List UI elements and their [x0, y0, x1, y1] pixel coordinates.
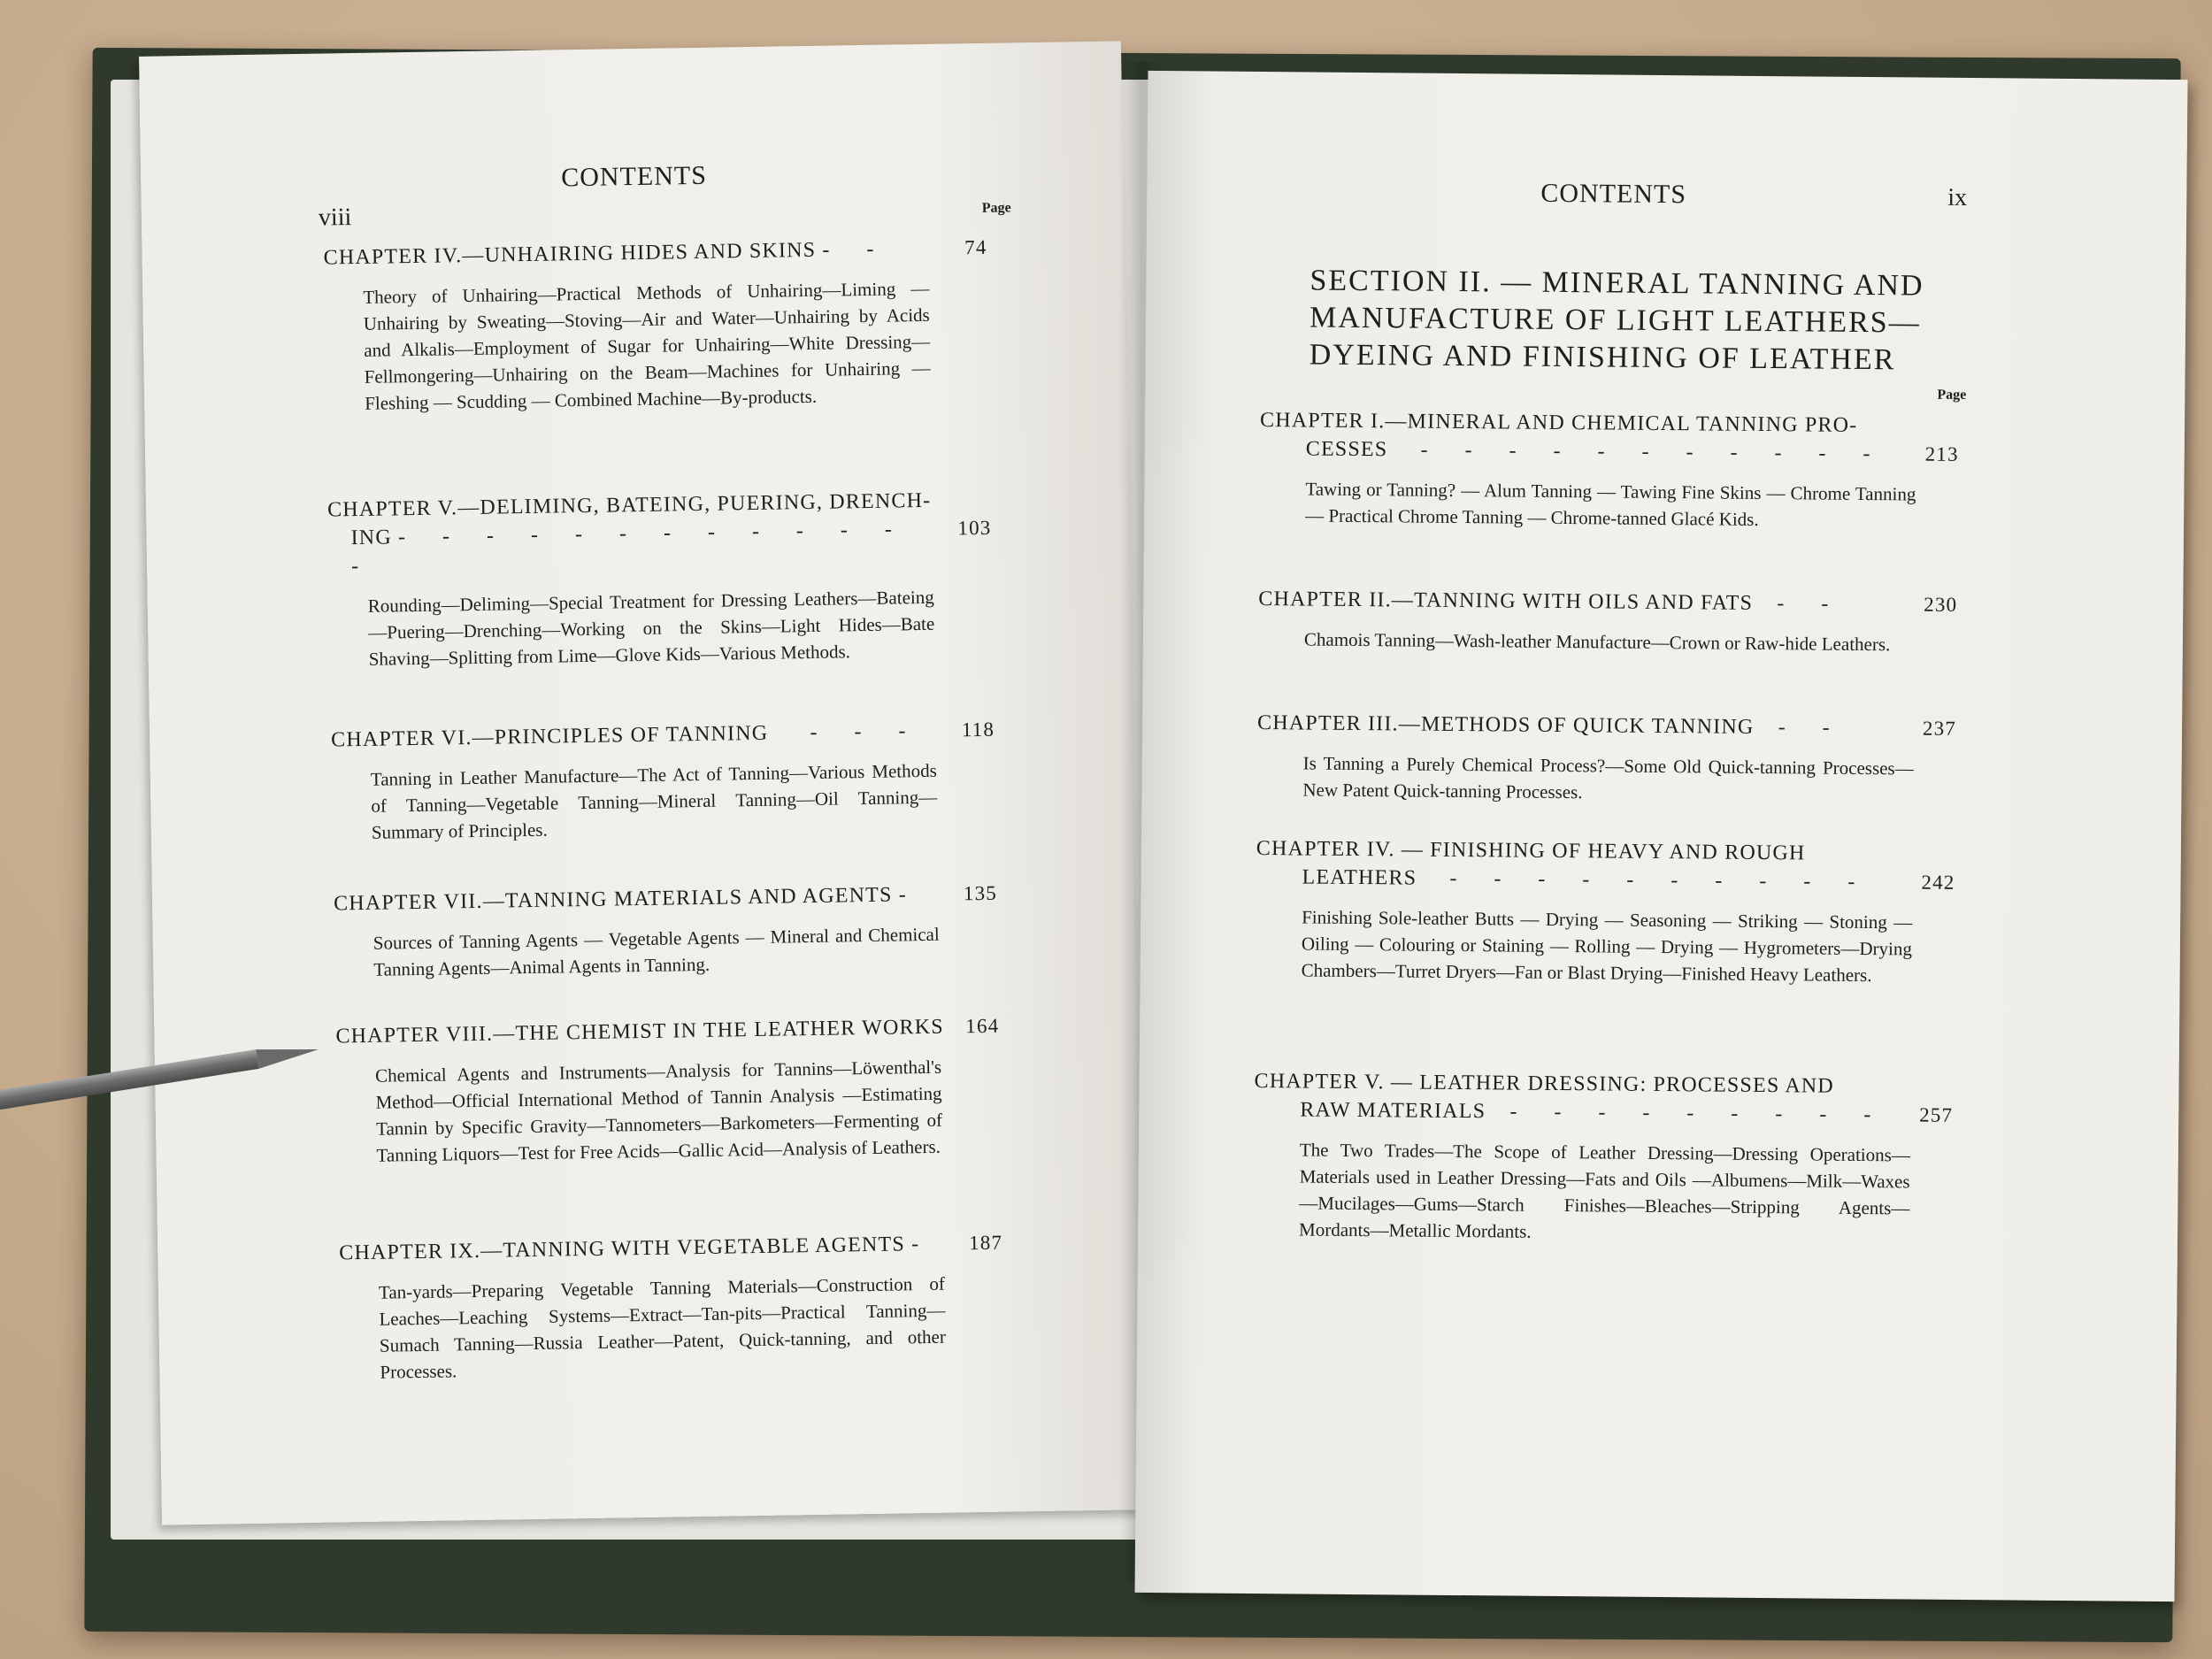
chapter-heading	[330, 717, 995, 755]
dot-leader: - - -	[810, 719, 922, 744]
chapter-page-number: 242	[1921, 871, 1955, 894]
toc-entry[interactable]	[1259, 406, 1959, 534]
chapter-title: CHAPTER VIII.—THE CHEMIST IN THE LEATHER WORKS	[335, 1015, 944, 1048]
chapter-heading	[339, 1229, 1003, 1267]
chapter-title: CHAPTER IV.—UNHAIRING HIDES AND SKINS	[323, 238, 817, 270]
toc-entry[interactable]	[339, 1229, 1003, 1386]
chapter-title: CHAPTER IX.—TANNING WITH VEGETABLE AGENTS	[339, 1233, 906, 1265]
left-page	[139, 41, 1144, 1525]
chapter-heading	[1256, 834, 1955, 896]
chapter-title-continued: ING	[350, 526, 393, 550]
chapter-description: The Two Trades—The Scope of Leather Dressing—Dressing Operations—Materials used in Leather Dressing—Fats and Oils —Albumens—Milk—Waxes—Mucilages—Gums—Starch Finishes—Bleaches—Stripping Agents—Mordants—Metallic Mordants.	[1299, 1139, 1910, 1242]
toc-entry[interactable]	[1256, 709, 1957, 808]
chapter-heading	[1254, 1067, 1954, 1129]
dot-leader: - -	[1777, 592, 1845, 616]
chapter-page-number: 230	[1924, 593, 1958, 616]
chapter-title-continued: CESSES	[1305, 437, 1388, 462]
chapter-heading	[335, 1012, 1000, 1050]
dot-leader: -	[910, 1232, 935, 1256]
chapter-description: Chemical Agents and Instruments—Analysis for Tannins—Löwenthal's Method—Official International Method of Tannin Analysis —Estimating Tannin by Specific Gravity—Tannometers—Barkometers—Fermenting of Tanning Liquors—Test for Free Acids—Gallic Acid—Analysis of Leathers.	[374, 1056, 943, 1166]
folio-left: viii	[318, 204, 352, 232]
page-column-label-left: Page	[981, 200, 1011, 216]
chapter-heading	[333, 879, 998, 918]
chapter-heading	[1259, 406, 1959, 468]
dot-leader: - -	[822, 237, 890, 262]
section-heading: SECTION II. — MINERAL TANNING AND MANUFACTURE OF LIGHT LEATHERS— DYEING AND FINISHING OF LEATHER	[1309, 264, 1924, 377]
toc-entry[interactable]	[326, 487, 992, 673]
chapter-description: Is Tanning a Purely Chemical Process?—Some Old Quick-tanning Processes—New Patent Quick-tanning Processes.	[1302, 752, 1914, 803]
chapter-title: CHAPTER III.—METHODS OF QUICK TANNING	[1256, 711, 1755, 739]
chapter-title: CHAPTER IV. — FINISHING OF HEAVY AND ROUGH	[1256, 837, 1806, 865]
chapter-heading	[1256, 709, 1957, 742]
chapter-page-number: 237	[1922, 717, 1957, 740]
page-column-label-right: Page	[1937, 387, 1967, 403]
dot-leader: - - - - - - - - - - - - -	[350, 518, 909, 579]
chapter-description: Finishing Sole-leather Butts — Drying — Seasoning — Striking — Stoning — Oiling — Colouring or Staining — Rolling — Drying — Hygrometers—Drying Chambers—Turret Dryers—Fan or Blast Drying—Finished Heavy Leathers.	[1301, 906, 1913, 987]
chapter-title: CHAPTER II.—TANNING WITH OILS AND FATS	[1258, 588, 1754, 615]
chapter-title: CHAPTER I.—MINERAL AND CHEMICAL TANNING PRO-	[1259, 409, 1858, 437]
chapter-description: Rounding—Deliming—Special Treatment for Dressing Leathers—Bateing—Puering—Drenching—Working on the Skins—Light Hides—Bate Shaving—Splitting from Lime—Glove Kids—Various Methods.	[367, 586, 935, 670]
chapter-title: CHAPTER VI.—PRINCIPLES OF TANNING	[330, 721, 769, 752]
chapter-description: Tanning in Leather Manufacture—The Act of Tanning—Various Methods of Tanning—Vegetable Tanning—Mineral Tanning—Oil Tanning—Summary of Principles.	[370, 759, 938, 843]
chapter-page-number: 103	[957, 516, 992, 540]
toc-entry[interactable]	[323, 234, 987, 418]
chapter-title-continued: RAW MATERIALS	[1300, 1098, 1486, 1124]
folio-right: ix	[1947, 183, 1968, 211]
chapter-page-number: 118	[961, 718, 995, 741]
toc-entry[interactable]	[330, 717, 995, 847]
chapter-page-number: 257	[1919, 1103, 1954, 1126]
chapter-page-number: 164	[965, 1014, 1000, 1038]
chapter-title-continued: LEATHERS	[1302, 865, 1417, 890]
toc-entry[interactable]	[1258, 585, 1958, 657]
dot-leader: - - - - - - - - - -	[1449, 866, 1871, 895]
running-head-left: CONTENTS	[560, 160, 708, 193]
chapter-title: CHAPTER V. — LEATHER DRESSING: PROCESSES AND	[1254, 1069, 1835, 1098]
chapter-description: Tan-yards—Preparing Vegetable Tanning Materials—Construction of Leaches—Leaching Systems—Extract—Tan-pits—Practical Tanning—Sumach Tanning—Russia Leather—Patent, Quick-tanning, and other Processes.	[378, 1272, 947, 1383]
chapter-page-number: 74	[964, 235, 987, 259]
chapter-page-number: 187	[968, 1231, 1003, 1255]
dot-leader: - - - - - - - - - - -	[1420, 438, 1886, 466]
chapter-heading	[1258, 585, 1958, 618]
chapter-title: CHAPTER VII.—TANNING MATERIALS AND AGENTS	[333, 883, 893, 916]
chapter-page-number: 135	[963, 881, 998, 905]
chapter-description: Theory of Unhairing—Practical Methods of Unhairing—Liming —Unhairing by Sweating—Stoving—Air and Water—Unhairing by Acids and Alkalis—Employment of Sugar for Unhairing—White Dressing—Fellmongering—Unhairing on the Beam—Machines for Unhairing — Fleshing — Scudding — Combined Machine—By-products.	[363, 277, 931, 414]
dot-leader: -	[898, 883, 922, 907]
chapter-description: Sources of Tanning Agents — Vegetable Agents — Mineral and Chemical Tanning Agents—Animal Agents in Tanning.	[373, 923, 940, 980]
toc-entry[interactable]	[335, 1012, 1000, 1169]
chapter-description: Chamois Tanning—Wash-leather Manufacture—Crown or Raw-hide Leathers.	[1303, 628, 1891, 656]
running-head-right: CONTENTS	[1540, 178, 1687, 210]
chapter-description: Tawing or Tanning? — Alum Tanning — Tawing Fine Skins — Chrome Tanning — Practical Chrome Tanning — Chrome-tanned Glacé Kids.	[1305, 478, 1916, 530]
toc-entry[interactable]	[333, 879, 998, 983]
chapter-heading	[323, 234, 987, 273]
chapter-heading	[326, 487, 992, 581]
chapter-page-number: 213	[1924, 442, 1959, 465]
dot-leader: - -	[1778, 716, 1846, 740]
chapter-title: CHAPTER V.—DELIMING, BATEING, PUERING, DRENCH-	[326, 488, 932, 522]
right-page	[1135, 71, 2188, 1601]
toc-entry[interactable]	[1256, 834, 1955, 988]
dot-leader: - - - - - - - - -	[1509, 1100, 1887, 1127]
toc-entry[interactable]	[1253, 1067, 1954, 1248]
